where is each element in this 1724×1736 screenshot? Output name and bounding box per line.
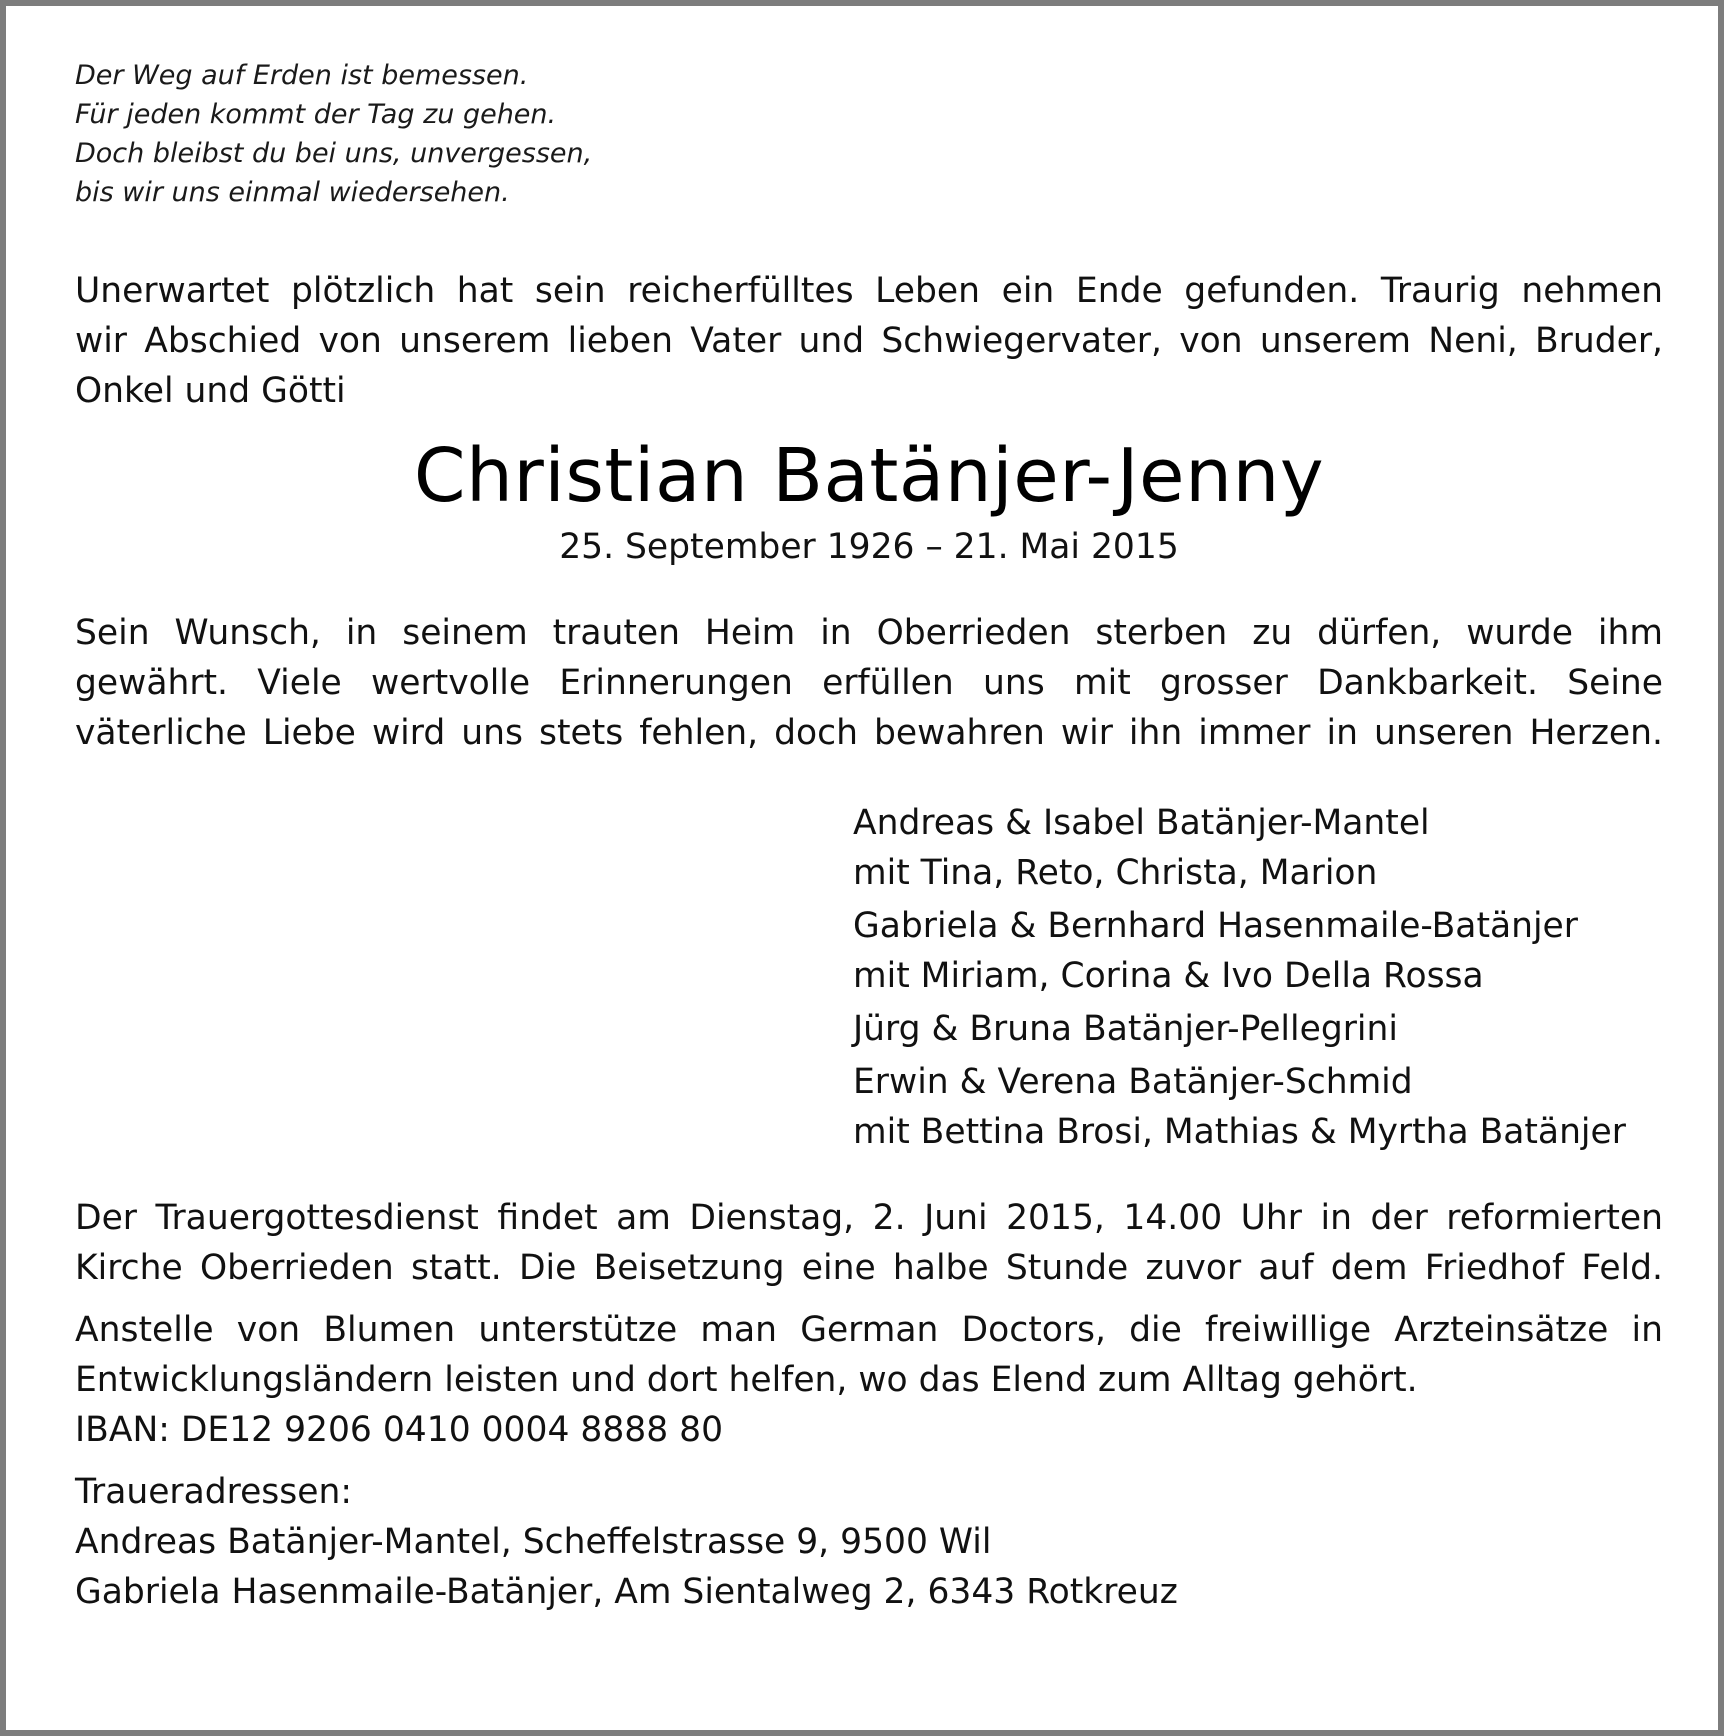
wish-line: Sein Wunsch, in seinem trauten Heim in Oberrieden sterben zu dürfen, wurde ihm (75, 613, 1663, 653)
family-names: Andreas & Isabel Batänjer-Mantel (853, 803, 1430, 843)
family-children: mit Miriam, Corina & Ivo Della Rossa (853, 956, 1484, 996)
poem-line: bis wir uns einmal wiedersehen. (75, 177, 510, 208)
wish-line: gewährt. Viele wertvolle Erinnerungen erfüllen uns mit grosser Dankbarkeit. Seine (75, 663, 1663, 703)
family-children: mit Bettina Brosi, Mathias & Myrtha Batänjer (853, 1112, 1626, 1152)
address-line: Andreas Batänjer-Mantel, Scheffelstrasse 9, 9500 Wil (75, 1522, 992, 1562)
donation-paragraph (75, 1305, 1663, 1455)
family-group (853, 798, 1663, 898)
intro-line: Unerwartet plötzlich hat sein reicherfülltes Leben ein Ende gefunden. Traurig nehmen (75, 271, 1663, 311)
obituary-content (75, 56, 1663, 1617)
family-children: mit Tina, Reto, Christa, Marion (853, 853, 1378, 893)
service-line: Kirche Oberrieden statt. Die Beisetzung eine halbe Stunde zuvor auf dem Friedhof Feld. (75, 1248, 1663, 1288)
wish-paragraph (75, 608, 1663, 758)
poem (75, 56, 1663, 212)
wish-line: väterliche Liebe wird uns stets fehlen, doch bewahren wir ihn immer in unseren Herzen. (75, 713, 1663, 753)
intro-line: wir Abschied von unserem lieben Vater und Schwiegervater, von unserem Neni, Bruder, (75, 321, 1663, 361)
family-group (853, 1004, 1663, 1054)
donation-line: Entwicklungsländern leisten und dort helfen, wo das Elend zum Alltag gehört. (75, 1360, 1418, 1400)
intro-paragraph (75, 266, 1663, 416)
poem-line: Der Weg auf Erden ist bemessen. (75, 60, 529, 91)
family-names: Erwin & Verena Batänjer-Schmid (853, 1062, 1413, 1102)
deceased-name: Christian Batänjer-Jenny (413, 433, 1325, 519)
service-line: Der Trauergottesdienst findet am Dienstag, 2. Juni 2015, 14.00 Uhr in der reformierten (75, 1198, 1663, 1238)
iban: IBAN: DE12 9206 0410 0004 8888 80 (75, 1410, 724, 1450)
service-paragraph (75, 1193, 1663, 1293)
address-line: Gabriela Hasenmaile-Batänjer, Am Sientalweg 2, 6343 Rotkreuz (75, 1572, 1178, 1612)
mourning-addresses (75, 1467, 1663, 1617)
family-group (853, 901, 1663, 1001)
family-names: Gabriela & Bernhard Hasenmaile-Batänjer (853, 906, 1578, 946)
intro-line: Onkel und Götti (75, 371, 346, 411)
family-names: Jürg & Bruna Batänjer-Pellegrini (853, 1009, 1398, 1049)
poem-line: Doch bleibst du bei uns, unvergessen, (75, 138, 593, 169)
mourners-list (853, 798, 1663, 1157)
life-dates: 25. September 1926 – 21. Mai 2015 (559, 527, 1179, 567)
addresses-heading: Traueradressen: (75, 1472, 352, 1512)
donation-line: Anstelle von Blumen unterstütze man German Doctors, die freiwillige Arzteinsätze in (75, 1310, 1663, 1350)
poem-line: Für jeden kommt der Tag zu gehen. (75, 99, 557, 130)
family-group (853, 1057, 1663, 1157)
